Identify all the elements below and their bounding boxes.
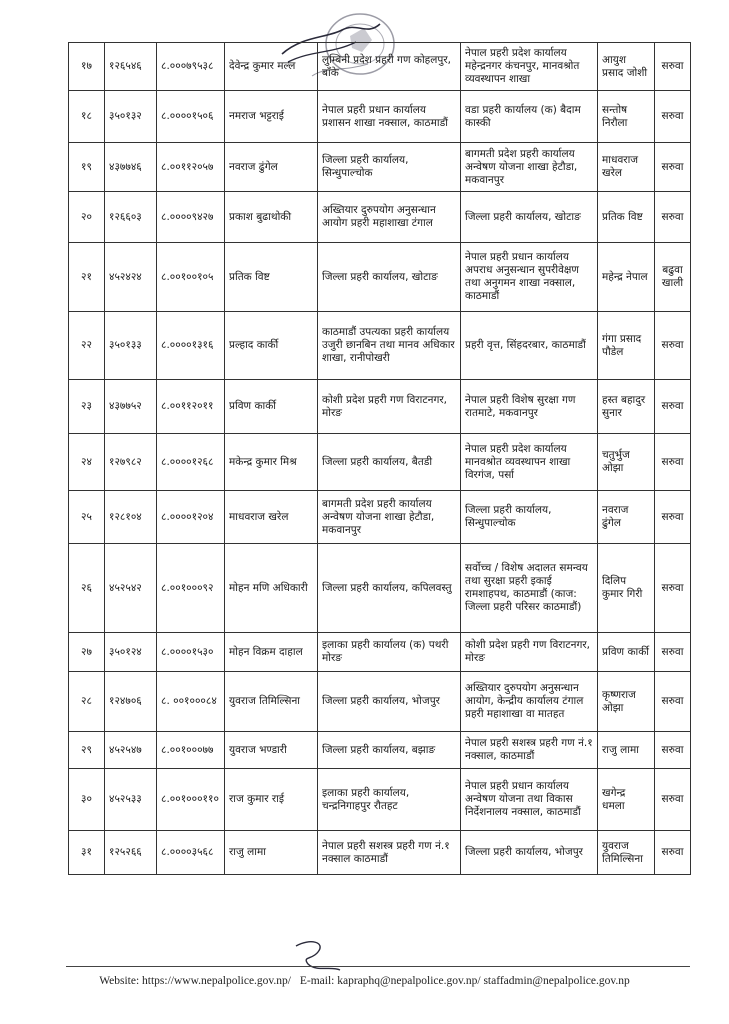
employee-name: राज कुमार राई	[225, 769, 318, 831]
new-office: अख्तियार दुरुपयोग अनुसन्धान आयोग, केन्द्रीय कार्यालय टंगाल प्रहरी महाशाखा वा मातहत	[461, 672, 598, 732]
current-office: जिल्ला प्रहरी कार्यालय, बैतडी	[318, 434, 461, 491]
serial-number: २६	[69, 544, 105, 633]
current-office: काठमाडौं उपत्यका प्रहरी कार्यालय उजुरी छानबिन तथा मानव अधिकार शाखा, रानीपोखरी	[318, 312, 461, 380]
current-office: लुम्बिनी प्रदेश प्रहरी गण कोहलपुर, बाँके	[318, 43, 461, 91]
footer-divider	[66, 966, 690, 967]
employee-id: १२६६०३	[105, 192, 157, 243]
replacement-name: चतुर्भुज ओझा	[598, 434, 655, 491]
current-office: इलाका प्रहरी कार्यालय, चन्द्रनिगाहपुर रौतहट	[318, 769, 461, 831]
transfer-status: सरुवा	[655, 143, 691, 192]
serial-number: २२	[69, 312, 105, 380]
employee-name: नमराज भट्टराई	[225, 91, 318, 143]
transfer-status: बढुवा खाली	[655, 243, 691, 312]
employee-id: ४५२५३३	[105, 769, 157, 831]
employee-id: ४३७७४६	[105, 143, 157, 192]
table-row	[69, 380, 691, 434]
new-office: जिल्ला प्रहरी कार्यालय, खोटाङ	[461, 192, 598, 243]
replacement-name: माधवराज खरेल	[598, 143, 655, 192]
table-row	[69, 633, 691, 672]
employee-name: देवेन्द्र कुमार मल्ल	[225, 43, 318, 91]
employee-id: ३५०१३२	[105, 91, 157, 143]
current-office: जिल्ला प्रहरी कार्यालय, सिन्धुपाल्चोक	[318, 143, 461, 192]
transfer-status: सरुवा	[655, 380, 691, 434]
transfer-status: सरुवा	[655, 633, 691, 672]
employee-code: ८.००१०००७७	[157, 732, 225, 769]
employee-code: ८.००१००१०५	[157, 243, 225, 312]
table-row	[69, 544, 691, 633]
employee-id: १२४७०६	[105, 672, 157, 732]
employee-code: ८.००११२०११	[157, 380, 225, 434]
employee-id: ४३७७५२	[105, 380, 157, 434]
replacement-name: महेन्द्र नेपाल	[598, 243, 655, 312]
serial-number: २५	[69, 491, 105, 544]
serial-number: ३०	[69, 769, 105, 831]
employee-code: ८. ००१०००८४	[157, 672, 225, 732]
table-row	[69, 831, 691, 875]
serial-number: १९	[69, 143, 105, 192]
replacement-name: सन्तोष निरौला	[598, 91, 655, 143]
table-row	[69, 672, 691, 732]
table-row	[69, 434, 691, 491]
new-office: जिल्ला प्रहरी कार्यालय, भोजपुर	[461, 831, 598, 875]
employee-code: ८.००००१२०४	[157, 491, 225, 544]
transfer-status: सरुवा	[655, 491, 691, 544]
serial-number: २७	[69, 633, 105, 672]
replacement-name: आयुश प्रसाद जोशी	[598, 43, 655, 91]
current-office: नेपाल प्रहरी प्रधान कार्यालय प्रशासन शाखा नक्साल, काठमाडौं	[318, 91, 461, 143]
transfer-status: सरुवा	[655, 43, 691, 91]
email-label: E-mail:	[299, 975, 335, 987]
table-body	[69, 43, 691, 875]
transfer-status: सरुवा	[655, 732, 691, 769]
email-addresses[interactable]: kapraphq@nepalpolice.gov.np/ staffadmin@nepalpolice.gov.np	[337, 975, 630, 987]
table-row	[69, 43, 691, 91]
table-row	[69, 769, 691, 831]
employee-code: ८.००१०००९२	[157, 544, 225, 633]
employee-code: ८.००१०००११०	[157, 769, 225, 831]
replacement-name: गंगा प्रसाद पौडेल	[598, 312, 655, 380]
table-row	[69, 491, 691, 544]
employee-id: १२७९८२	[105, 434, 157, 491]
transfer-status: सरुवा	[655, 544, 691, 633]
current-office: जिल्ला प्रहरी कार्यालय, खोटाङ	[318, 243, 461, 312]
transfer-status: सरुवा	[655, 831, 691, 875]
current-office: जिल्ला प्रहरी कार्यालय, भोजपुर	[318, 672, 461, 732]
current-office: जिल्ला प्रहरी कार्यालय, कपिलवस्तु	[318, 544, 461, 633]
transfer-status: सरुवा	[655, 91, 691, 143]
new-office: नेपाल प्रहरी विशेष सुरक्षा गण रातमाटे, मकवानपुर	[461, 380, 598, 434]
employee-name: युवराज तिमिल्सिना	[225, 672, 318, 732]
employee-name: मकेन्द्र कुमार मिश्र	[225, 434, 318, 491]
new-office: बागमती प्रदेश प्रहरी कार्यालय अन्वेषण योजना शाखा हेटौडा, मकवानपुर	[461, 143, 598, 192]
employee-code: ८.००००१३१६	[157, 312, 225, 380]
table-row	[69, 243, 691, 312]
replacement-name: राजु लामा	[598, 732, 655, 769]
table-row	[69, 192, 691, 243]
employee-code: ८.०००७९५३८	[157, 43, 225, 91]
employee-name: राजु लामा	[225, 831, 318, 875]
serial-number: २०	[69, 192, 105, 243]
current-office: जिल्ला प्रहरी कार्यालय, बझाङ	[318, 732, 461, 769]
table-row	[69, 732, 691, 769]
initial-signature	[288, 936, 348, 976]
employee-id: १२८१०४	[105, 491, 157, 544]
employee-id: ३५०१२४	[105, 633, 157, 672]
new-office: वडा प्रहरी कार्यालय (क) बैदाम कास्की	[461, 91, 598, 143]
employee-name: मोहन विक्रम दाहाल	[225, 633, 318, 672]
serial-number: २३	[69, 380, 105, 434]
new-office: नेपाल प्रहरी प्रधान कार्यालय अपराध अनुसन्धान सुपरीवेक्षण तथा अनुगमन शाखा नक्साल, काठमाडौं	[461, 243, 598, 312]
serial-number: २४	[69, 434, 105, 491]
table-row	[69, 143, 691, 192]
new-office: जिल्ला प्रहरी कार्यालय, सिन्धुपाल्चोक	[461, 491, 598, 544]
replacement-name: कृष्णराज ओझा	[598, 672, 655, 732]
transfer-status: सरुवा	[655, 672, 691, 732]
serial-number: २९	[69, 732, 105, 769]
employee-name: प्रविण कार्की	[225, 380, 318, 434]
serial-number: ३१	[69, 831, 105, 875]
replacement-name: नवराज ढुंगेल	[598, 491, 655, 544]
website-label: Website:	[99, 975, 140, 987]
transfer-status: सरुवा	[655, 312, 691, 380]
replacement-name: हस्त बहादुर सुनार	[598, 380, 655, 434]
employee-name: माधवराज खरेल	[225, 491, 318, 544]
employee-name: प्रकाश बुढाथोकी	[225, 192, 318, 243]
employee-id: ४५२५४२	[105, 544, 157, 633]
current-office: नेपाल प्रहरी सशस्त्र प्रहरी गण नं.१ नक्साल काठमाडौं	[318, 831, 461, 875]
transfer-status: सरुवा	[655, 192, 691, 243]
page-footer	[0, 975, 729, 987]
employee-name: मोहन मणि अधिकारी	[225, 544, 318, 633]
employee-id: १२५२६६	[105, 831, 157, 875]
employee-code: ८.००००१२६८	[157, 434, 225, 491]
website-link[interactable]: https://www.nepalpolice.gov.np/	[142, 975, 291, 987]
transfer-list-table	[68, 42, 691, 875]
current-office: अख्तियार दुरुपयोग अनुसन्धान आयोग प्रहरी महाशाखा टंगाल	[318, 192, 461, 243]
serial-number: २१	[69, 243, 105, 312]
new-office: नेपाल प्रहरी प्रधान कार्यालय अन्वेषण योजना तथा विकास निर्देशनालय नक्साल, काठमाडौं	[461, 769, 598, 831]
new-office: कोशी प्रदेश प्रहरी गण विराटनगर, मोरङ	[461, 633, 598, 672]
current-office: बागमती प्रदेश प्रहरी कार्यालय अन्वेषण योजना शाखा हेटौडा, मकवानपुर	[318, 491, 461, 544]
new-office: सर्वोच्च / विशेष अदालत समन्वय तथा सुरक्षा प्रहरी इकाई रामशाहपथ, काठमाडौं (काज: जिल्ला प्रहरी परिसर काठमाडौं)	[461, 544, 598, 633]
employee-name: नवराज ढुंगेल	[225, 143, 318, 192]
serial-number: १७	[69, 43, 105, 91]
new-office: प्रहरी वृत्त, सिंहदरबार, काठमाडौं	[461, 312, 598, 380]
new-office: नेपाल प्रहरी सशस्त्र प्रहरी गण नं.१ नक्साल, काठमाडौं	[461, 732, 598, 769]
employee-id: ४५२५४७	[105, 732, 157, 769]
employee-id: ४५२४२४	[105, 243, 157, 312]
new-office: नेपाल प्रहरी प्रदेश कार्यालय महेन्द्रनगर कंचनपुर, मानवश्रोत व्यवस्थापन शाखा	[461, 43, 598, 91]
serial-number: १८	[69, 91, 105, 143]
employee-name: युवराज भण्डारी	[225, 732, 318, 769]
employee-code: ८.००००१५३०	[157, 633, 225, 672]
transfer-status: सरुवा	[655, 769, 691, 831]
employee-code: ८.००११२०५७	[157, 143, 225, 192]
new-office: नेपाल प्रहरी प्रदेश कार्यालय मानवश्रोत व्यवस्थापन शाखा विरगंज, पर्सा	[461, 434, 598, 491]
replacement-name: दिलिप कुमार गिरी	[598, 544, 655, 633]
serial-number: २८	[69, 672, 105, 732]
table-row	[69, 312, 691, 380]
employee-name: प्रतिक विष्ट	[225, 243, 318, 312]
employee-name: प्रल्हाद कार्की	[225, 312, 318, 380]
employee-code: ८.००००१५०६	[157, 91, 225, 143]
employee-code: ८.००००९४२७	[157, 192, 225, 243]
employee-id: ३५०१३३	[105, 312, 157, 380]
employee-id: १२६५४६	[105, 43, 157, 91]
transfer-status: सरुवा	[655, 434, 691, 491]
replacement-name: युवराज तिमिल्सिना	[598, 831, 655, 875]
replacement-name: प्रविण कार्की	[598, 633, 655, 672]
employee-code: ८.००००३५६८	[157, 831, 225, 875]
replacement-name: खगेन्द्र धमला	[598, 769, 655, 831]
replacement-name: प्रतिक विष्ट	[598, 192, 655, 243]
table-row	[69, 91, 691, 143]
current-office: इलाका प्रहरी कार्यालय (क) पथरी मोरङ	[318, 633, 461, 672]
current-office: कोशी प्रदेश प्रहरी गण विराटनगर, मोरङ	[318, 380, 461, 434]
